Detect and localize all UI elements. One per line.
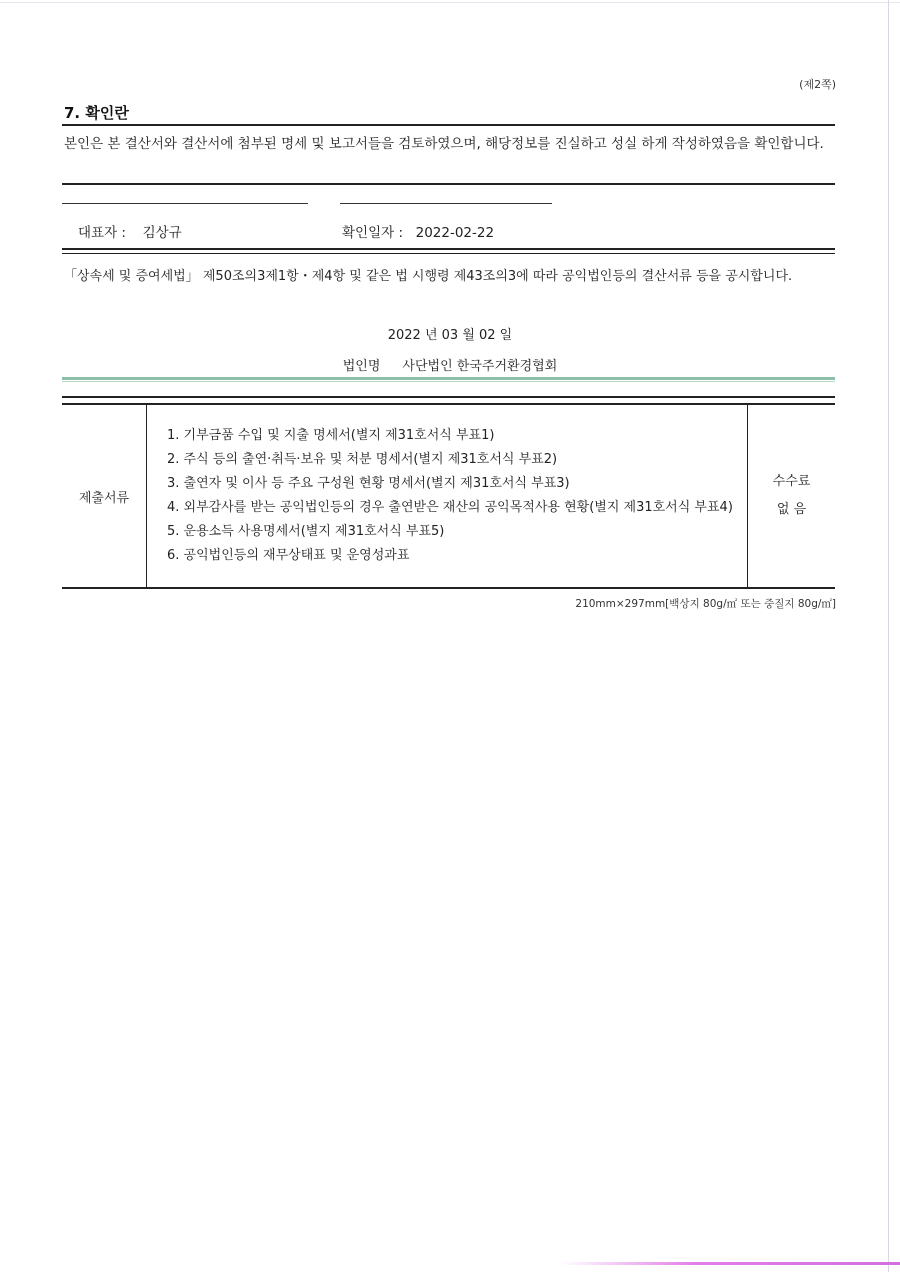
paper-spec: 210mm×297mm[백상지 80g/㎡ 또는 중질지 80g/㎡] [575, 598, 836, 610]
rep-label: 대표자 : [78, 225, 126, 241]
rule-double-a [62, 248, 835, 250]
corp-label: 법인명 [342, 359, 381, 374]
section-title: 7. 확인란 [64, 104, 129, 122]
submission-item: 6. 공익법인등의 재무상태표 및 운영성과표 [167, 548, 410, 563]
page-number: (제2쪽) [799, 78, 836, 91]
rule-table-bottom [62, 587, 835, 589]
submission-item: 5. 운용소득 사용명세서(별지 제31호서식 부표5) [167, 524, 445, 539]
corporation-name [0, 355, 900, 374]
signature-line-rep [62, 203, 308, 204]
rule-table-top-a [62, 396, 835, 398]
submission-items [147, 405, 748, 587]
submission-item: 3. 출연자 및 이사 등 주요 구성원 현황 명세서(별지 제31호서식 부표3) [167, 476, 570, 491]
rep-name: 김상규 [142, 225, 182, 241]
disclosure-notice: 「상속세 및 증여세법」 제50조의3제1항・제4항 및 같은 법 시행령 제43조의3에 따라 공익법인등의 결산서류 등을 공시합니다. [64, 269, 793, 284]
scan-bottom-edge [560, 1262, 900, 1265]
submission-item: 4. 외부감사를 받는 공익법인등의 경우 출연받은 재산의 공익목적사용 현황(별지 제31호서식 부표4) [167, 500, 733, 515]
fee-value: 없 음 [776, 502, 807, 517]
submission-table [62, 405, 835, 587]
scan-top-edge [0, 2, 900, 3]
confirmation-statement: 본인은 본 결산서와 결산서에 첨부된 명세 및 보고서들을 검토하였으며, 해당정보를 진실하고 성실 하게 작성하였음을 확인합니다. [64, 136, 824, 152]
rule-double-b [62, 253, 835, 254]
submission-item: 1. 기부금품 수입 및 지출 명세서(별지 제31호서식 부표1) [167, 428, 495, 443]
corp-name: 사단법인 한국주거환경협회 [402, 359, 558, 374]
notice-date: 2022 년 03 월 02 일 [387, 328, 513, 343]
confirm-date-value: 2022-02-22 [415, 225, 495, 241]
fee-cell [748, 405, 836, 587]
confirmation-date [342, 221, 494, 241]
rule-after-statement [62, 183, 835, 185]
green-divider-thin [62, 381, 835, 382]
scan-right-edge [888, 0, 889, 1272]
submission-label: 제출서류 [62, 405, 147, 587]
rule-top [62, 124, 835, 126]
submission-item: 2. 주식 등의 출연·취득·보유 및 처분 명세서(별지 제31호서식 부표2) [167, 452, 558, 467]
confirm-label: 확인일자 : [342, 225, 404, 241]
fee-label: 수수료 [772, 474, 811, 489]
signature-line-date [340, 203, 552, 204]
green-divider [62, 377, 835, 380]
representative [78, 221, 182, 241]
